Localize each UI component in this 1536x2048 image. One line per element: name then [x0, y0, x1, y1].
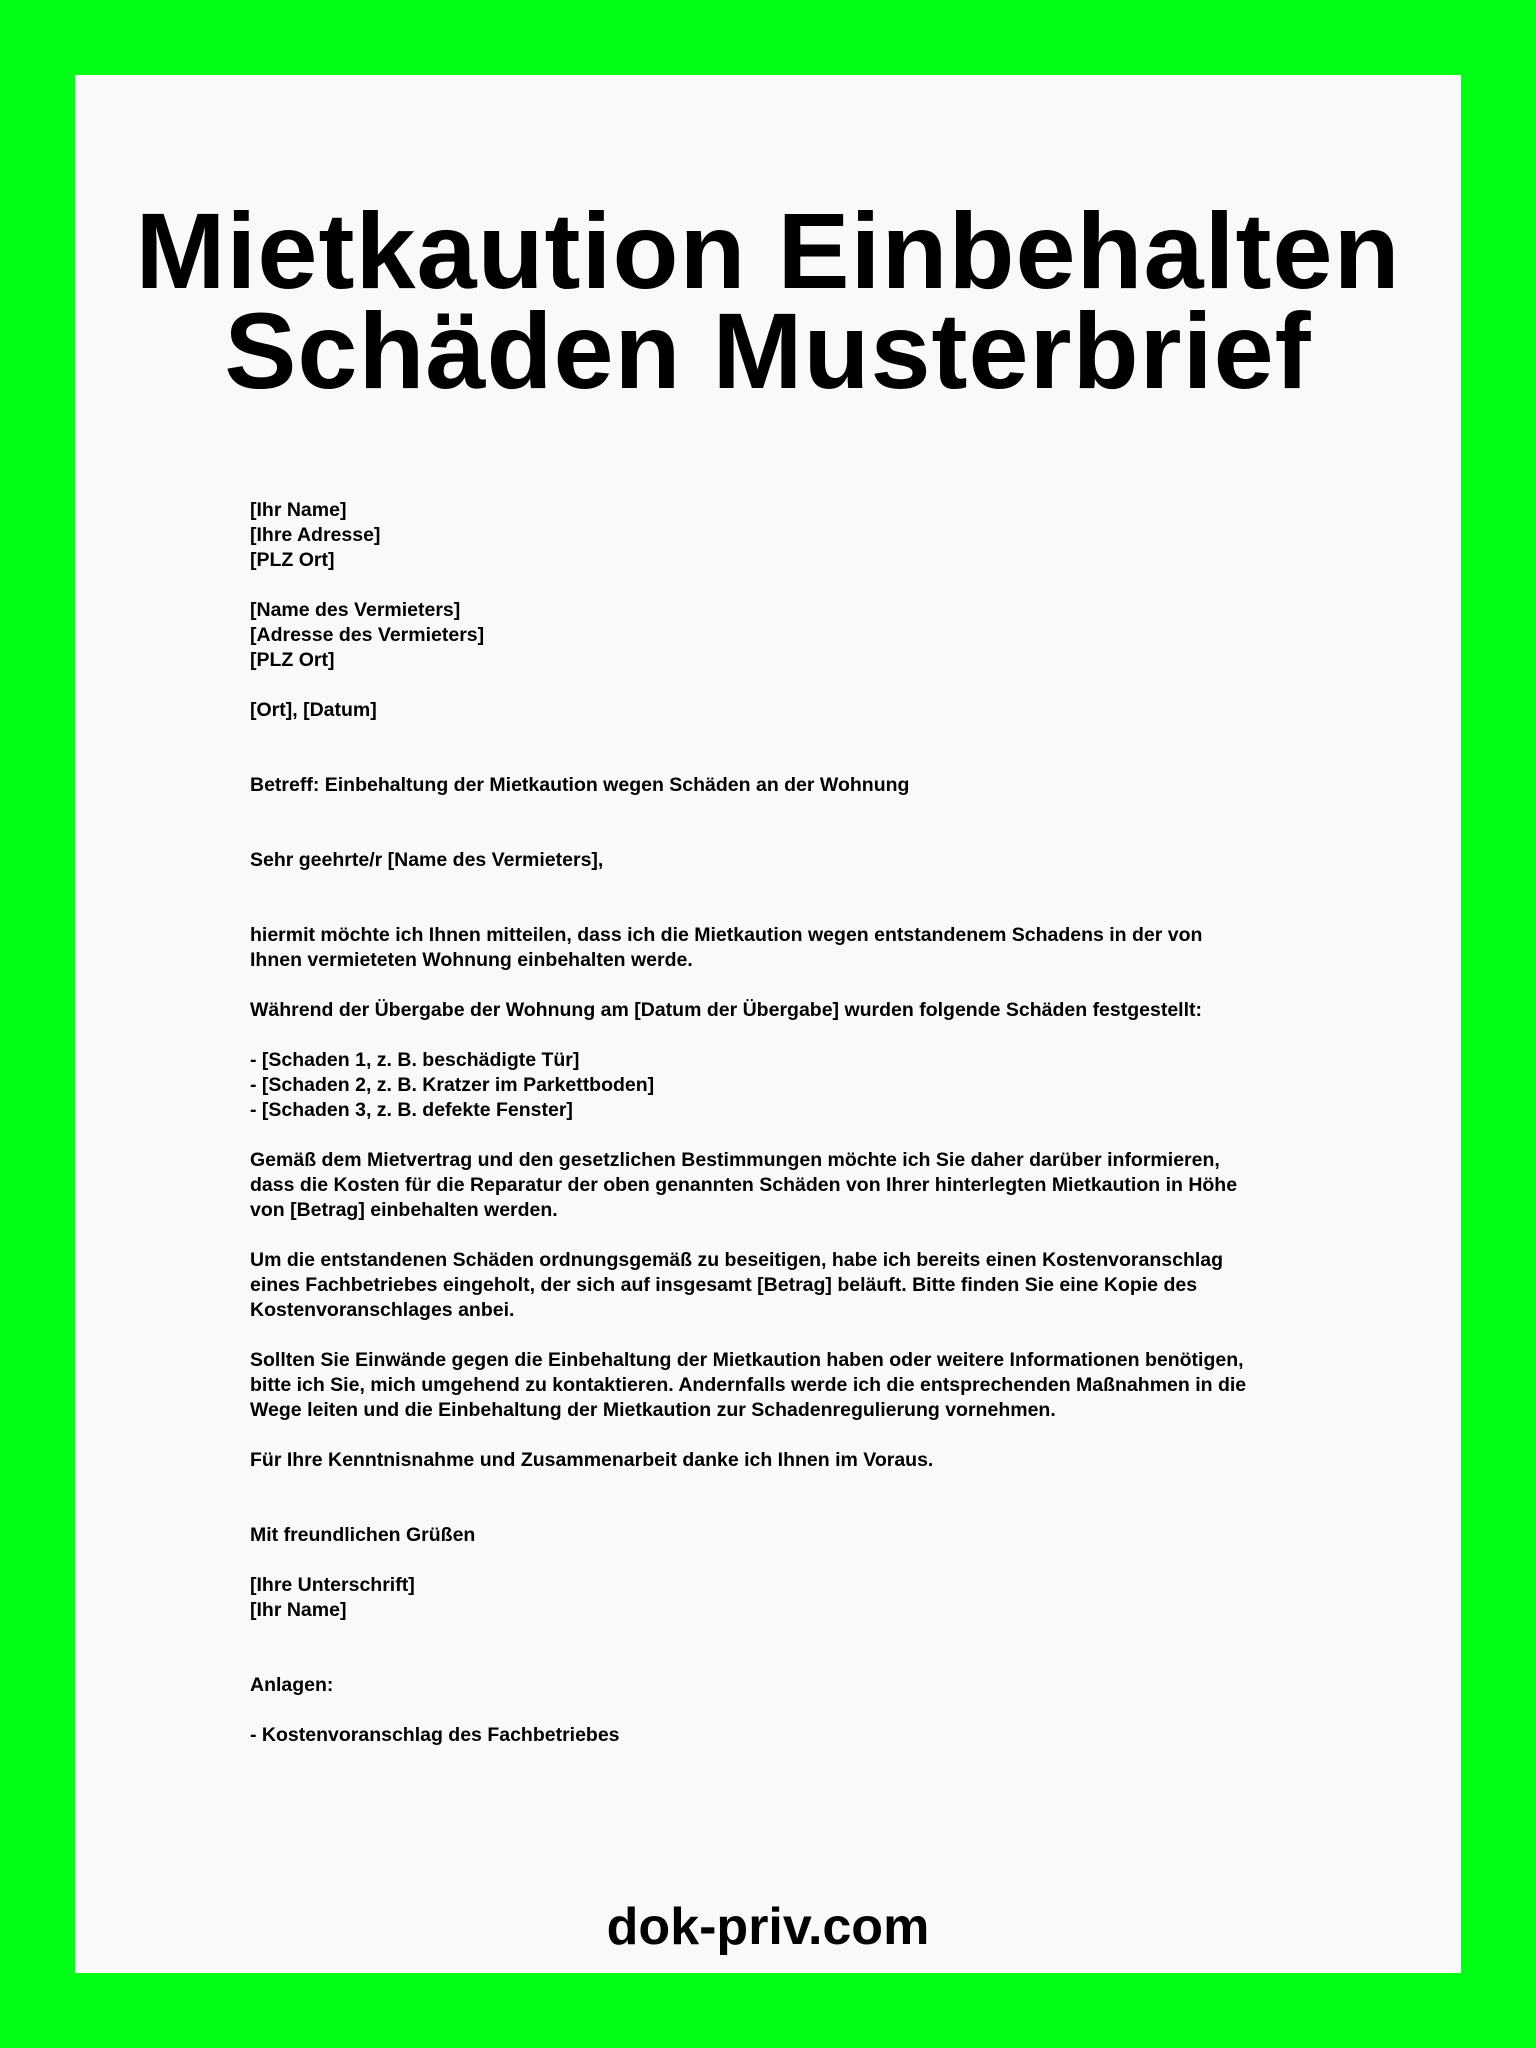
intro-line-1: hiermit möchte ich Ihnen mitteilen, dass ich die Mietkaution wegen entstandenem Schadens in der von [250, 924, 1203, 946]
recipient-address: [Adresse des Vermieters] [250, 624, 485, 646]
list-item: - [Schaden 1, z. B. beschädigte Tür] [250, 1049, 580, 1071]
legal-line-2: dass die Kosten für die Reparatur der oben genannten Schäden von Ihrer hinterlegten Mietkaution in Höhe [250, 1174, 1238, 1196]
attachment-item: - Kostenvoranschlag des Fachbetriebes [250, 1724, 620, 1746]
thanks-line: Für Ihre Kenntnisnahme und Zusammenarbeit danke ich Ihnen im Voraus. [250, 1449, 934, 1471]
intro-paragraph [250, 923, 1310, 973]
estimate-line-2: eines Fachbetriebes eingeholt, der sich auf insgesamt [Betrag] beläuft. Bitte finden Sie eine Kopie des [250, 1274, 1198, 1296]
recipient-block [250, 598, 1310, 673]
letter-body [250, 498, 1310, 1748]
list-item: - [Schaden 2, z. B. Kratzer im Parkettboden] [250, 1074, 655, 1096]
list-item: - [Schaden 3, z. B. defekte Fenster] [250, 1099, 573, 1121]
estimate-paragraph [250, 1248, 1310, 1323]
legal-line-3: von [Betrag] einbehalten werden. [250, 1199, 558, 1221]
signature-block [250, 1573, 1310, 1623]
legal-line-1: Gemäß dem Mietvertrag und den gesetzlichen Bestimmungen möchte ich Sie daher darüber informieren, [250, 1149, 1220, 1171]
subject-line: Betreff: Einbehaltung der Mietkaution wegen Schäden an der Wohnung [250, 774, 910, 796]
salutation: Sehr geehrte/r [Name des Vermieters], [250, 849, 604, 871]
legal-paragraph [250, 1148, 1310, 1223]
place-date: [Ort], [Datum] [250, 699, 377, 721]
damages-list [250, 1048, 1310, 1123]
signature-placeholder: [Ihre Unterschrift] [250, 1574, 415, 1596]
footer-site-name: dok-priv.com [606, 1898, 930, 1956]
sender-city: [PLZ Ort] [250, 549, 335, 571]
sender-name: [Ihr Name] [250, 499, 347, 521]
estimate-line-1: Um die entstandenen Schäden ordnungsgemäß zu beseitigen, habe ich bereits einen Kostenvoranschlag [250, 1249, 1224, 1271]
closing: Mit freundlichen Grüßen [250, 1524, 476, 1546]
letter-sheet [75, 75, 1461, 1973]
attachments-label: Anlagen: [250, 1674, 334, 1696]
objection-line-1: Sollten Sie Einwände gegen die Einbehaltung der Mietkaution haben oder weitere Informationen benötigen, [250, 1349, 1244, 1371]
page-title [75, 190, 1461, 411]
signature-name: [Ihr Name] [250, 1599, 347, 1621]
objection-paragraph [250, 1348, 1310, 1423]
intro-line-2: Ihnen vermieteten Wohnung einbehalten werde. [250, 949, 693, 971]
sender-address: [Ihre Adresse] [250, 524, 381, 546]
estimate-line-3: Kostenvoranschlages anbei. [250, 1299, 515, 1321]
objection-line-2: bitte ich Sie, mich umgehend zu kontaktieren. Andernfalls werde ich die entsprechenden Maßnahmen in die [250, 1374, 1247, 1396]
damages-intro: Während der Übergabe der Wohnung am [Datum der Übergabe] wurden folgende Schäden festgestellt: [250, 999, 1203, 1021]
objection-line-3: Wege leiten und die Einbehaltung der Mietkaution zur Schadenregulierung vornehmen. [250, 1399, 1056, 1421]
page-title-line-1: Mietkaution Einbehalten [135, 190, 1401, 311]
recipient-name: [Name des Vermieters] [250, 599, 461, 621]
page-title-line-2: Schäden Musterbrief [224, 290, 1312, 411]
sender-block [250, 498, 1310, 573]
recipient-city: [PLZ Ort] [250, 649, 335, 671]
